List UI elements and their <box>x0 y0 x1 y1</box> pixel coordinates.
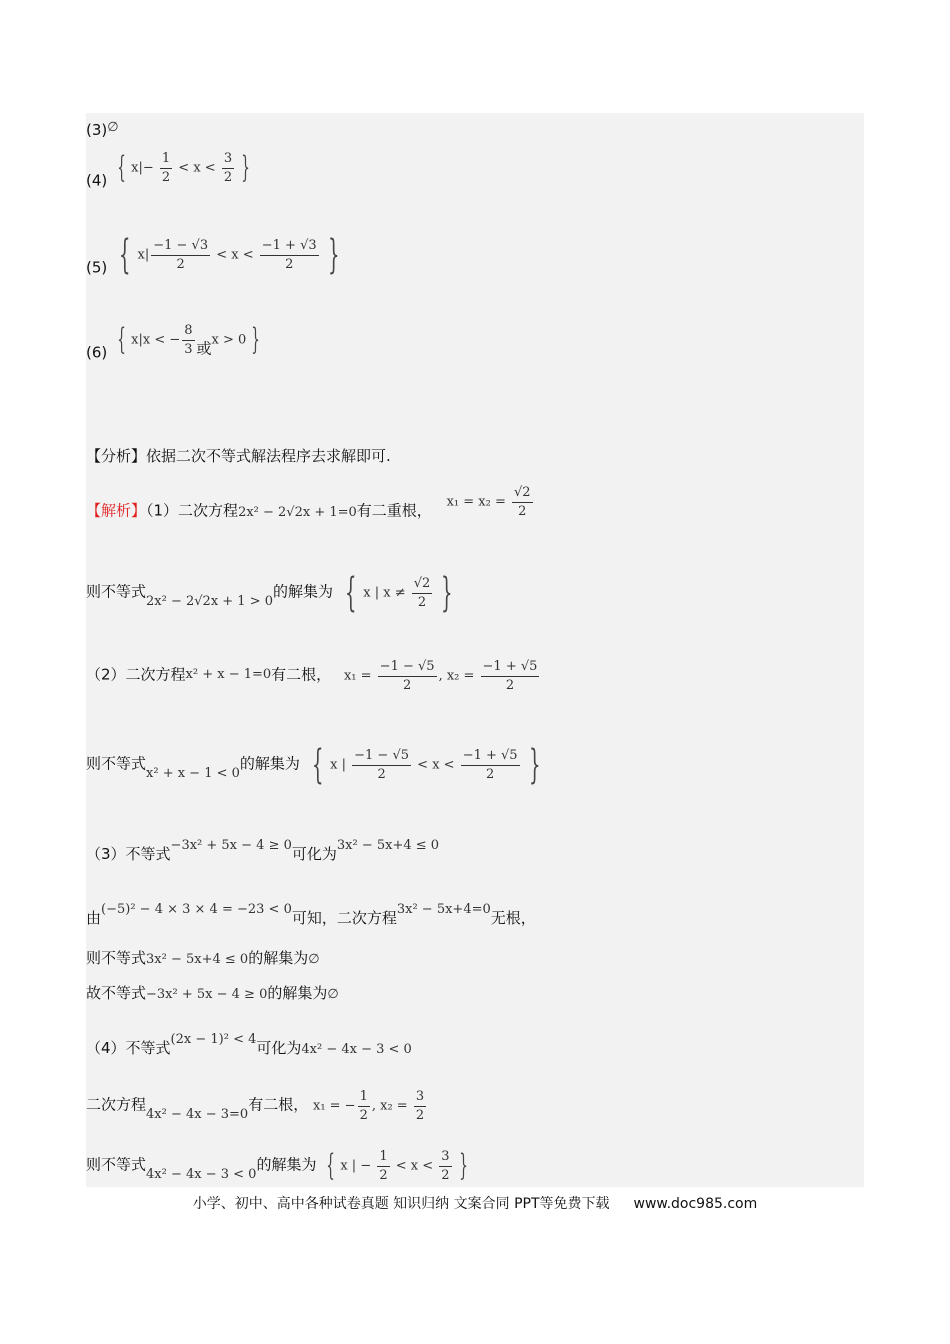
answer-4 <box>86 151 255 189</box>
solution-set-4c: { x | − $\frac{1}{2}$ < x < $\frac{3}{2}$ } <box>326 1148 468 1184</box>
inequality-2: x² + x − 1 < 0 <box>146 765 240 781</box>
document-content <box>86 113 864 1187</box>
discriminant: (−5)² − 4 × 3 × 4 = −23 < 0 <box>101 902 292 917</box>
inequality-1: 2x² − 2√2x + 1 > 0 <box>146 593 274 609</box>
page-footer <box>0 1193 950 1213</box>
analysis-tag: 【分析】 <box>86 447 147 465</box>
solution-3c: 则不等式3x² − 5x+4 ≤ 0的解集为∅ <box>86 949 320 967</box>
item-label: (6) <box>86 343 108 362</box>
empty-set: ∅ <box>308 952 320 967</box>
item-label: (4) <box>86 171 108 190</box>
root-1: x₁ = x₂ = $\frac{√2}{2}$ <box>446 485 531 519</box>
solution-set-5: { x| $\frac{-1 - √3}{2}$ < x < $\frac{-1 + √3}{2}$ } <box>119 232 340 278</box>
solution-set-4: { x|− $\frac{1}{2}$ < x < $\frac{3}{2}$ } <box>117 150 250 186</box>
equation-4: 4x² − 4x − 3=0 <box>146 1106 249 1122</box>
answer-6 <box>86 323 265 361</box>
equation-1: 2x² − 2√2x + 1=0 <box>238 504 357 520</box>
item-label: (3) <box>86 121 108 139</box>
roots-4: x₁ = − $\frac{1}{2}$ , x₂ = $\frac{3}{2}$ <box>312 1089 425 1123</box>
roots-2: x₁ = $\frac{-1 - √5}{2}$ , x₂ = $\frac{-1 + √5}{2}$ <box>343 659 538 693</box>
item-label: (5) <box>86 258 108 277</box>
solution-tag: 【解析】 <box>86 501 147 520</box>
solution-set-1: { x | x ≠ $\frac{√2}{2}$ } <box>344 570 453 616</box>
inequality-4-simplified: 4x² − 4x − 3 < 0 <box>301 1042 412 1057</box>
solution-4: （4）不等式(2x − 1)² < 4可化为4x² − 4x − 3 < 0 <box>86 1032 412 1057</box>
solution-3d: 故不等式−3x² + 5x − 4 ≥ 0的解集为∅ <box>86 984 339 1002</box>
inequality-4c: 4x² − 4x − 3 < 0 <box>146 1166 257 1182</box>
solution-set-2: { x | $\frac{-1 - √5}{2}$ < x < $\frac{-1 + √5}{2}$ } <box>311 742 541 788</box>
solution-set-6: { x|x < − $\frac{8}{3}$ 或x > 0 } <box>117 322 261 358</box>
solution-2b: 则不等式x² + x − 1 < 0的解集为 { x | $\frac{-1 - √5}{2}$ < x < $\frac{-1 + √5}{2}$ } <box>86 745 547 785</box>
solution-4c: 则不等式4x² − 4x − 3 < 0的解集为 { x | − $\frac{1}{2}$ < x < $\frac{3}{2}$ } <box>86 1149 473 1183</box>
solution-3b: 由(−5)² − 4 × 3 × 4 = −23 < 0可知，二次方程3x² − 5x+4=0无根， <box>86 902 536 927</box>
footer-text: 小学、初中、高中各种试卷真题 知识归纳 文案合同 PPT等免费下载 <box>192 1196 610 1212</box>
footer-url[interactable]: www.doc985.com <box>633 1196 758 1212</box>
empty-set: ∅ <box>107 120 119 135</box>
solution-3: （3）不等式−3x² + 5x − 4 ≥ 0可化为3x² − 5x+4 ≤ 0 <box>86 838 440 863</box>
empty-set: ∅ <box>327 987 339 1002</box>
solution-4b: 二次方程4x² − 4x − 3=0有二根， x₁ = − $\frac{1}{2}$ , x₂ = $\frac{3}{2}$ <box>86 1089 428 1123</box>
answer-3 <box>86 121 119 138</box>
equation-2: x² + x − 1=0 <box>185 666 272 682</box>
solution-2: （2）二次方程x² + x − 1=0有二根， x₁ = $\frac{-1 - √5}{2}$ , x₂ = $\frac{-1 + √5}{2}$ <box>86 659 541 693</box>
solution-1b: 则不等式2x² − 2√2x + 1 > 0的解集为 { x | x ≠ $\frac{√2}{2}$ } <box>86 573 460 613</box>
analysis-line <box>86 449 391 464</box>
inequality-3c: 3x² − 5x+4 ≤ 0 <box>146 952 249 967</box>
inequality-3d: −3x² + 5x − 4 ≥ 0 <box>146 987 268 1002</box>
inequality-4: (2x − 1)² < 4 <box>170 1032 257 1047</box>
inequality-3-simplified: 3x² − 5x+4 ≤ 0 <box>336 838 440 853</box>
solution-1: 【解析】（1）二次方程2x² − 2√2x + 1=0有二重根， x₁ = x₂ = $\frac{√2}{2}$ <box>86 485 535 519</box>
answer-5 <box>86 232 346 278</box>
inequality-3: −3x² + 5x − 4 ≥ 0 <box>170 838 292 853</box>
analysis-text: 依据二次不等式解法程序去求解即可. <box>146 447 391 465</box>
equation-3: 3x² − 5x+4=0 <box>396 902 491 917</box>
